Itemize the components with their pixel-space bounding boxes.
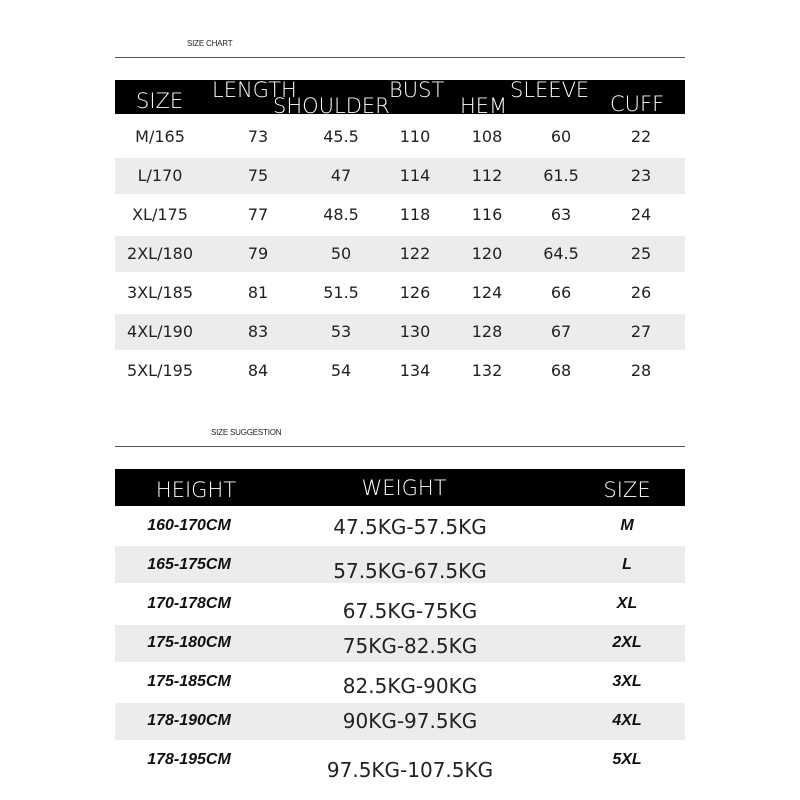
suggestion-cell-weight: 97.5KG-107.5KG <box>326 758 494 782</box>
size-chart-cell-length: 83 <box>247 322 269 341</box>
size-chart-cell-shoulder: 53 <box>330 322 352 341</box>
size-chart-cell-sleeve: 66 <box>550 283 572 302</box>
size-chart-cell-hem: 124 <box>471 283 503 302</box>
size-chart-cell-size: 5XL/195 <box>127 361 193 380</box>
header-size-suggestion: SIZE <box>603 478 651 502</box>
suggestion-cell-height: 170-178CM <box>147 595 231 612</box>
suggestion-cell-weight: 90KG-97.5KG <box>342 709 478 733</box>
size-chart-cell-sleeve: 68 <box>550 361 572 380</box>
header-weight: WEIGHT <box>361 476 447 500</box>
size-chart-cell-bust: 126 <box>399 283 431 302</box>
suggestion-cell-height: 178-195CM <box>147 751 231 768</box>
size-chart-cell-hem: 116 <box>471 205 503 224</box>
size-chart-cell-length: 79 <box>247 244 269 263</box>
suggestion-cell-height: 165-175CM <box>147 556 231 573</box>
suggestion-cell-size: M <box>620 517 634 534</box>
suggestion-cell-height: 175-185CM <box>147 673 231 690</box>
header-sleeve: SLEEVE <box>510 78 590 102</box>
suggestion-cell-size: 4XL <box>612 712 642 729</box>
header-length: LENGTH <box>212 78 297 102</box>
size-chart-cell-size: M/165 <box>135 127 185 146</box>
suggestion-cell-weight: 82.5KG-90KG <box>342 674 478 698</box>
header-size: SIZE <box>136 89 184 113</box>
size-chart-cell-size: L/170 <box>137 166 183 185</box>
size-chart-cell-size: 2XL/180 <box>127 244 193 263</box>
size-chart-cell-hem: 128 <box>471 322 503 341</box>
size-chart-cell-hem: 108 <box>471 127 503 146</box>
size-chart-cell-sleeve: 67 <box>550 322 572 341</box>
header-shoulder: SHOULDER <box>273 94 390 118</box>
suggestion-cell-size: L <box>622 556 632 573</box>
suggestion-cell-weight: 75KG-82.5KG <box>342 634 478 658</box>
size-chart-cell-sleeve: 63 <box>550 205 572 224</box>
size-chart-cell-cuff: 26 <box>630 283 652 302</box>
size-chart-cell-bust: 122 <box>399 244 431 263</box>
size-chart-cell-cuff: 25 <box>630 244 652 263</box>
size-chart-cell-hem: 132 <box>471 361 503 380</box>
size-chart-cell-shoulder: 47 <box>330 166 352 185</box>
header-height: HEIGHT <box>155 478 237 502</box>
size-chart-cell-shoulder: 54 <box>330 361 352 380</box>
size-chart-cell-bust: 134 <box>399 361 431 380</box>
size-chart-divider <box>115 57 685 58</box>
suggestion-cell-weight: 47.5KG-57.5KG <box>333 515 487 539</box>
size-chart-cell-sleeve: 61.5 <box>543 166 579 185</box>
size-chart-cell-cuff: 24 <box>630 205 652 224</box>
size-chart-cell-sleeve: 60 <box>550 127 572 146</box>
header-bust: BUST <box>389 78 445 102</box>
suggestion-cell-weight: 57.5KG-67.5KG <box>333 559 487 583</box>
suggestion-cell-weight: 67.5KG-75KG <box>342 599 478 623</box>
size-chart-cell-length: 73 <box>247 127 269 146</box>
suggestion-cell-size: 2XL <box>612 634 642 651</box>
size-suggestion-title: SIZE SUGGESTION <box>211 428 282 437</box>
suggestion-cell-height: 178-190CM <box>147 712 231 729</box>
suggestion-cell-size: 3XL <box>612 673 642 690</box>
size-chart-cell-shoulder: 48.5 <box>323 205 359 224</box>
size-chart-cell-length: 75 <box>247 166 269 185</box>
size-chart-cell-bust: 114 <box>399 166 431 185</box>
header-hem: HEM <box>460 94 508 118</box>
size-chart-cell-length: 81 <box>247 283 269 302</box>
header-cuff: CUFF <box>610 92 665 116</box>
size-chart-cell-size: 4XL/190 <box>127 322 193 341</box>
size-chart-cell-bust: 118 <box>399 205 431 224</box>
size-chart-cell-length: 77 <box>247 205 269 224</box>
size-chart-cell-cuff: 22 <box>630 127 652 146</box>
size-chart-cell-bust: 110 <box>399 127 431 146</box>
size-chart-cell-cuff: 28 <box>630 361 652 380</box>
size-chart-cell-cuff: 23 <box>630 166 652 185</box>
size-chart-cell-shoulder: 45.5 <box>323 127 359 146</box>
size-chart-cell-hem: 120 <box>471 244 503 263</box>
suggestion-cell-size: 5XL <box>612 751 642 768</box>
size-chart-cell-size: 3XL/185 <box>127 283 193 302</box>
size-chart-cell-hem: 112 <box>471 166 503 185</box>
size-chart-cell-cuff: 27 <box>630 322 652 341</box>
size-chart-cell-sleeve: 64.5 <box>543 244 579 263</box>
size-chart-cell-bust: 130 <box>399 322 431 341</box>
size-chart-cell-shoulder: 50 <box>330 244 352 263</box>
size-chart-title: SIZE CHART <box>187 39 233 48</box>
suggestion-cell-size: XL <box>616 595 638 612</box>
suggestion-cell-height: 160-170CM <box>147 517 231 534</box>
size-suggestion-divider <box>115 446 685 447</box>
size-chart-cell-shoulder: 51.5 <box>323 283 359 302</box>
size-chart-cell-length: 84 <box>247 361 269 380</box>
size-chart-cell-size: XL/175 <box>132 205 188 224</box>
suggestion-cell-height: 175-180CM <box>147 634 231 651</box>
